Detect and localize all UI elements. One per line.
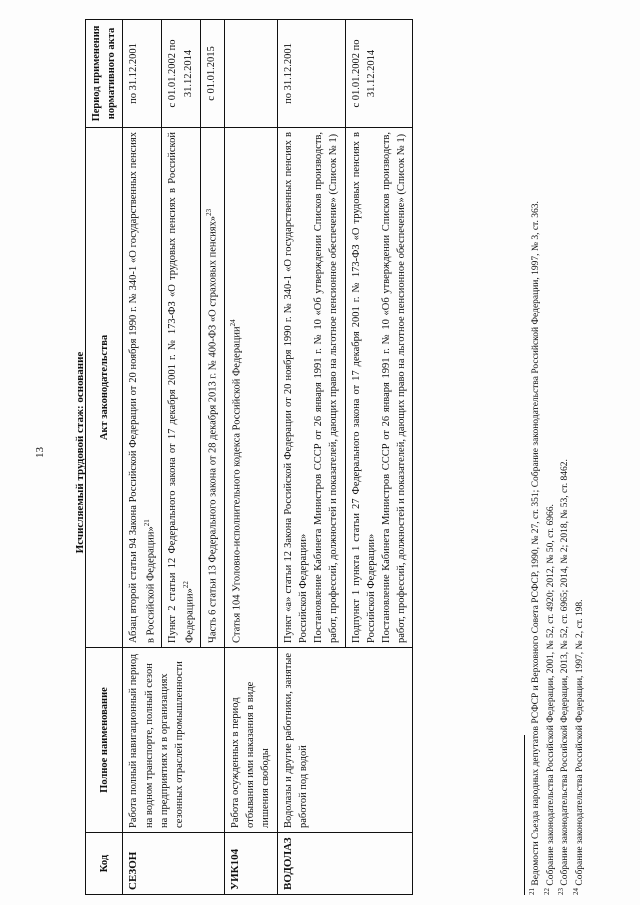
header-code: Код: [86, 833, 123, 895]
row-period: [225, 20, 278, 128]
act-text: Пункт «а» статьи 12 Закона Российской Федерации от 20 ноября 1990 г. № 340-1 «О государственных пенсиях в Российской Федерации»: [282, 132, 309, 643]
table-header-row: [86, 20, 123, 895]
row-code: УИК104: [225, 833, 278, 895]
row-period: по 31.12.2001: [123, 20, 162, 128]
header-period: Период применения нормативного акта: [86, 20, 123, 128]
act-text: Абзац второй статьи 94 Закона Российской Федерации от 20 ноября 1990 г. № 340-1 «О государственных пенсиях в Российской Федерации»: [128, 132, 157, 643]
row-act: [162, 128, 201, 648]
table-row: [123, 20, 162, 895]
row-name: Работа полный навигационный период на водном транспорте, полный сезон на предприятиях и в организациях сезонных отраслей промышленности: [123, 648, 225, 833]
row-act: [277, 128, 345, 648]
header-name: Полное наименование: [86, 648, 123, 833]
table-caption: Исчисляемый трудовой стаж: основание: [74, 351, 86, 554]
footnote: [557, 15, 572, 895]
act-text: Подпункт 1 пункта 1 статьи 27 Федерального закона от 17 декабря 2001 г. № 173-ФЗ «О трудовых пенсиях в Российской Федерации»: [350, 132, 377, 643]
footnote-text: Ведомости Съезда народных депутатов РСФСР и Верховного Совета РСФСР, 1990, № 27, ст. 351; Собрание законодательства Российской Федерации, 1997, № 3, ст. 363.: [531, 201, 542, 886]
footnote: [572, 15, 587, 895]
footnote: [528, 15, 543, 895]
row-code: СЕЗОН: [123, 833, 225, 895]
footnote-text: Собрание законодательства Российской Федерации, 1997, № 2, ст. 198.: [574, 599, 585, 886]
footnote: [543, 15, 558, 895]
table-row: [225, 20, 278, 895]
row-name: Водолазы и другие работники, занятые работой под водой: [277, 648, 413, 833]
act-text: Пункт 2 статьи 12 Федерального закона от 17 декабря 2001 г. № 173-ФЗ «О трудовых пенсиях в Российской Федерации»: [167, 132, 196, 643]
page-number: 13: [34, 447, 46, 458]
footnote-ref: 23: [205, 208, 214, 216]
footnote-ref: 22: [181, 581, 190, 589]
act-text-secondary: Постановление Кабинета Министров СССР от 26 января 1991 г. № 10 «Об утверждении Списков производств, работ, профессий, должностей и показателей, дающих право на льготное пенсионное обеспечение» (Список № 1): [313, 132, 340, 643]
footnote-number: 21: [528, 888, 536, 895]
row-period: по 31.12.2001: [277, 20, 345, 128]
row-act: [345, 128, 413, 648]
footnotes: [528, 15, 586, 895]
row-act: [225, 128, 278, 648]
act-text-secondary: Постановление Кабинета Министров СССР от 26 января 1991 г. № 10 «Об утверждении Списков производств, работ, профессий, должностей и показателей, дающих право на льготное пенсионное обеспечение» (Список № 1): [381, 132, 408, 643]
footnote-divider: [524, 735, 525, 895]
row-code: ВОДОЛАЗ: [277, 833, 413, 895]
row-period: с 01.01.2002 по 31.12.2014: [162, 20, 201, 128]
row-name: Работа осужденных в период отбывания ими наказания в виде лишения свободы: [225, 648, 278, 833]
table-row: [277, 20, 345, 895]
footnote-ref: 24: [229, 319, 238, 327]
footnote-number: 23: [557, 888, 565, 895]
footnote-text: Собрание законодательства Российской Федерации, 2001, № 52, ст. 4920; 2012, № 50, ст. 6966.: [545, 504, 556, 886]
footnote-number: 22: [542, 888, 551, 895]
row-period: с 01.01.2015: [201, 20, 225, 128]
header-act: Акт законодательства: [86, 128, 123, 648]
row-act: [201, 128, 225, 648]
row-period: с 01.01.2002 по 31.12.2014: [345, 20, 413, 128]
footnote-text: Собрание законодательства Российской Федерации, 2013, № 52, ст. 6965; 2014, № 2; 2018, № 53, ст. 8462.: [560, 459, 571, 886]
act-text: Часть 6 статьи 13 Федерального закона от 28 декабря 2013 г. № 400-ФЗ «О страховых пенсиях»: [207, 215, 219, 643]
row-act: [123, 128, 162, 648]
act-text: Статья 104 Уголовно-исполнительного кодекса Российской Федерации: [231, 326, 243, 643]
footnote-ref: 21: [142, 519, 151, 527]
footnote-number: 24: [571, 888, 580, 895]
stazh-table: [85, 19, 413, 895]
